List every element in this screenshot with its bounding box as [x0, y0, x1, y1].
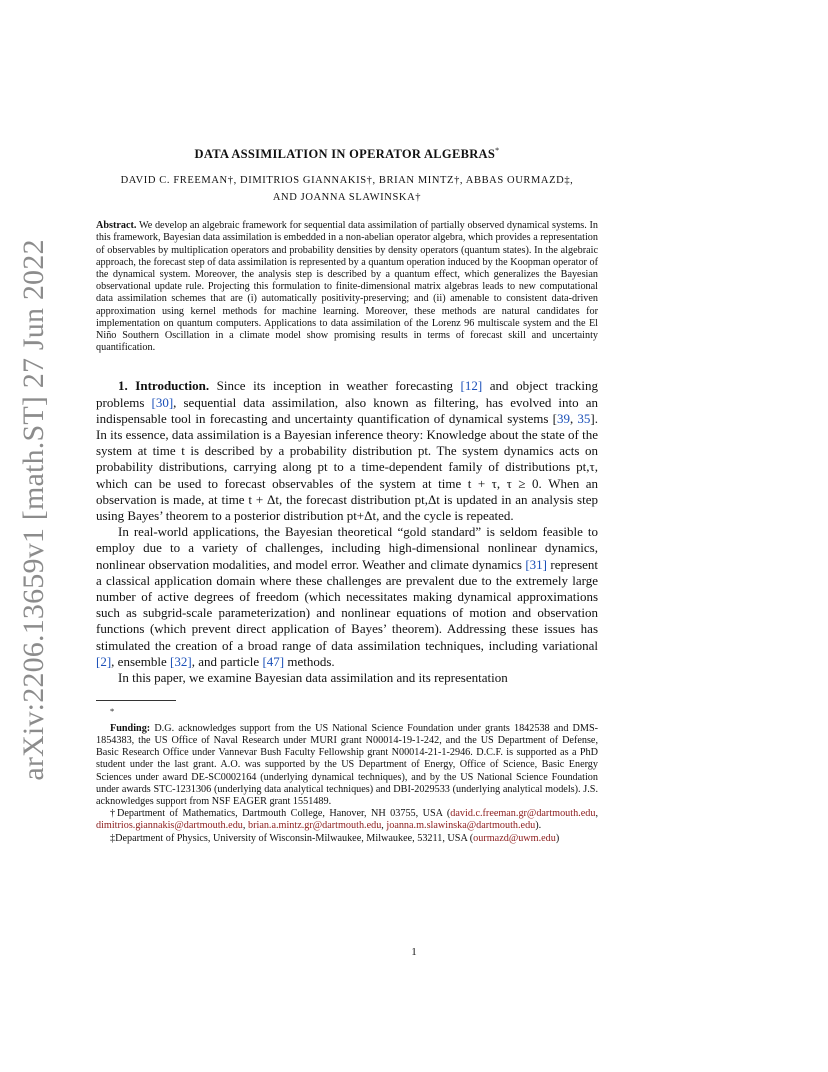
footnote-divider: [96, 700, 176, 701]
paper-title: [96, 146, 598, 162]
email-link[interactable]: joanna.m.slawinska@dartmouth.edu: [386, 820, 536, 832]
citation-link[interactable]: [32]: [170, 653, 192, 669]
arxiv-sidebar-stamp: [14, 239, 54, 781]
footnote-mark: *: [110, 706, 115, 717]
section-introduction: [96, 378, 598, 686]
intro-paragraph-2: [96, 524, 598, 670]
text-span: ,: [569, 410, 574, 426]
authors-line-2: AND JOANNA SLAWINSKA†: [272, 192, 422, 204]
paper-page: [96, 146, 598, 845]
text-span: ]. In its essence, data assimilation is a Bayesian inference theory: Knowledge about the state of the system at time t is described by a probability distribution pt. The system dynamics acts on probability distributions, carrying along pt to a time-dependent family of distributions pt,τ, which can be used to forecast observables of the system at time t + τ, τ ≥ 0. When an observation is made, at time t + Δt, the forecast distribution pt,Δt is updated in an analysis step using Bayes’ theorem to a posterior distribution pt+Δt, and the cycle is repeated.: [96, 410, 598, 524]
citation-link[interactable]: [30]: [151, 394, 174, 410]
intro-paragraph-3: In this paper, we examine Bayesian data assimilation and its representation: [118, 670, 508, 686]
citation-link[interactable]: [47]: [262, 653, 285, 669]
author-list: [96, 172, 598, 206]
title-footnote-mark: *: [495, 146, 500, 155]
citation-link[interactable]: 35: [577, 410, 591, 426]
text-span: Since its inception in weather forecasting: [216, 378, 453, 394]
arxiv-id: arXiv:2206.13659v1 [math.ST] 27 Jun 2022: [17, 239, 50, 781]
abstract-label: Abstract.: [96, 220, 137, 232]
dartmouth-footnote: †Department of Mathematics, Dartmouth College, Hanover, NH 03755, USA (david.c.freeman.gr@dartmouth.edu, dimitrios.giannakis@dartmouth.edu, brian.a.mintz.gr@dartmouth.edu, joanna.m.slawinska@dartmouth.edu).: [96, 808, 598, 832]
citation-link[interactable]: [31]: [525, 556, 548, 572]
affiliation-text-end: ).: [535, 820, 542, 832]
intro-paragraph-1: [96, 378, 598, 524]
email-link[interactable]: brian.a.mintz.gr@dartmouth.edu: [248, 820, 382, 832]
abstract-text: We develop an algebraic framework for sequential data assimilation of partially observed dynamical systems. In this framework, Bayesian data assimilation is embedded in a non-abelian operator algebra, which provides a representation of observables by multiplication operators and probability densities by density operators (quantum states). In the algebraic approach, the forecast step of data assimilation is represented by a quantum operation induced by the Koopman operator of the dynamical system. Moreover, the analysis step is described by a quantum effect, which generalizes the Bayesian observational update rule. Projecting this formulation to finite-dimensional matrix algebras leads to new computational data assimilation schemes that are (i) automatically positivity-preserving; and (ii) amenable to consistent data-driven approximation using kernel methods for machine learning. Moreover, these methods are natural candidates for implementation on quantum computers. Applications to data assimilation of the Lorenz 96 multiscale system and the El Niño Southern Oscillation in a climate model show promising results in terms of forecast skill and uncertainty quantification.: [96, 220, 598, 354]
section-heading: 1. Introduction.: [118, 378, 210, 394]
email-link[interactable]: dimitrios.giannakis@dartmouth.edu: [96, 820, 243, 832]
text-span: and object tracking problems: [96, 378, 599, 410]
text-span: methods.: [287, 653, 335, 669]
text-span: , ensemble: [111, 653, 167, 669]
funding-footnote: [96, 723, 598, 808]
affiliation-text-end: ): [555, 832, 560, 844]
text-span: , and particle: [191, 653, 260, 669]
citation-link[interactable]: [2]: [96, 653, 112, 669]
page-number: 1: [411, 946, 417, 958]
funding-label: Funding:: [110, 722, 151, 734]
abstract: [96, 220, 598, 354]
affiliation-text: ‡Department of Physics, University of Wisconsin-Milwaukee, Milwaukee, 53211, USA (: [110, 832, 474, 844]
text-span: , sequential data assimilation, also known as filtering, has evolved into an indispensable tool in forecasting and uncertainty quantification of dynamical systems [: [96, 394, 599, 426]
footnotes: [96, 705, 598, 845]
funding-text: D.G. acknowledges support from the US National Science Foundation under grants 1842538 and DMS-1854383, the US Office of Naval Research under MURI grant N00014-19-1-242, and the US Department of Defense, Basic Research Office under Vannevar Bush Faculty Fellowship grant N00014-21-1-2946. D.C.F. is supported as a PhD student under the last grant. A.O. was supported by the US Department of Energy, Office of Science, Basic Energy Sciences under award DE-SC0002164 (underlying dynamical techniques), and by the US National Science Foundation under awards STC-1231306 (underlying data analytical techniques) and DBI-2029533 (underlying analytical models). J.S. acknowledges support from NSF EAGER grant 1551489.: [96, 722, 599, 808]
authors-line-1: DAVID C. FREEMAN†, DIMITRIOS GIANNAKIS†, BRIAN MINTZ†, ABBAS OURMAZD‡,: [120, 175, 574, 187]
title-text: DATA ASSIMILATION IN OPERATOR ALGEBRAS: [194, 147, 496, 162]
affiliation-text: †Department of Mathematics, Dartmouth College, Hanover, NH 03755, USA (: [110, 808, 451, 820]
uwm-footnote: [96, 833, 598, 845]
citation-link[interactable]: [12]: [460, 378, 483, 394]
text-span: represent a classical application domain where these challenges are prevalent due to the extremely large number of active degrees of freedom (which necessitates making dynamical approximations such as subgrid-scale parameterization) and nonlinear equations of motion and observation functions (which prevent direct application of Bayes’ theorem). Addressing these issues has stimulated the creation of a broad range of data assimilation techniques, including variational: [96, 556, 599, 653]
text-span: In real-world applications, the Bayesian theoretical “gold standard” is seldom feasible to employ due to a variety of challenges, including high-dimensional nonlinear dynamics, nonlinear observation modalities, and model error. Weather and climate dynamics: [96, 524, 598, 572]
email-link[interactable]: ourmazd@uwm.edu: [473, 832, 556, 844]
email-link[interactable]: david.c.freeman.gr@dartmouth.edu: [450, 808, 596, 820]
citation-link[interactable]: 39: [556, 410, 570, 426]
footnote-star: [96, 705, 598, 723]
